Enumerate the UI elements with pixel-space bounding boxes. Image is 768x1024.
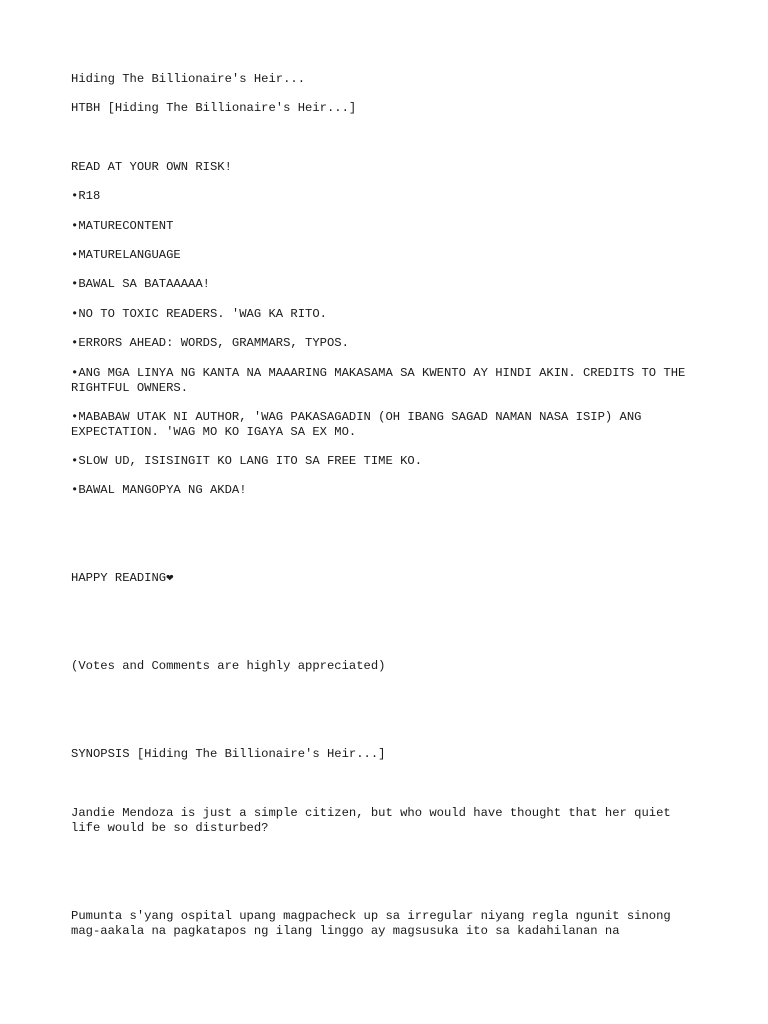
warning-item: •MATURELANGUAGE (71, 248, 181, 262)
synopsis-paragraph: Pumunta s'yang ospital upang magpacheck up sa irregular niyang regla ngunit sinong mag-aakala na pagkatapos ng ilang linggo ay magsusuka ito sa kadahilanan na (71, 909, 679, 938)
warning-item: •MATURECONTENT (71, 219, 174, 233)
warning-item: •SLOW UD, ISISINGIT KO LANG ITO SA FREE TIME KO. (71, 454, 423, 468)
warning-heading: READ AT YOUR OWN RISK! (71, 160, 232, 174)
document-title: Hiding The Billionaire's Heir... (71, 72, 306, 86)
happy-reading-text: HAPPY READING❤ (71, 571, 174, 585)
document-subtitle: HTBH [Hiding The Billionaire's Heir...] (71, 101, 357, 115)
warning-item: •BAWAL MANGOPYA NG AKDA! (71, 483, 247, 497)
synopsis-paragraph: Jandie Mendoza is just a simple citizen, but who would have thought that her quiet life would be so disturbed? (71, 806, 679, 835)
warning-item: •R18 (71, 189, 101, 203)
synopsis-heading: SYNOPSIS [Hiding The Billionaire's Heir...] (71, 747, 386, 761)
warning-item: •NO TO TOXIC READERS. 'WAG KA RITO. (71, 307, 327, 321)
document-body (71, 72, 701, 938)
warning-item: •MABABAW UTAK NI AUTHOR, 'WAG PAKASAGADIN (OH IBANG SAGAD NAMAN NASA ISIP) ANG EXPECTATION. 'WAG MO KO IGAYA SA EX MO. (71, 410, 649, 439)
warning-item: •ERRORS AHEAD: WORDS, GRAMMARS, TYPOS. (71, 336, 349, 350)
warning-item: •ANG MGA LINYA NG KANTA NA MAAARING MAKASAMA SA KWENTO AY HINDI AKIN. CREDITS TO THE RIGHTFUL OWNERS. (71, 366, 693, 395)
warning-item: •BAWAL SA BATAAAAA! (71, 277, 210, 291)
votes-note: (Votes and Comments are highly appreciated) (71, 659, 386, 673)
